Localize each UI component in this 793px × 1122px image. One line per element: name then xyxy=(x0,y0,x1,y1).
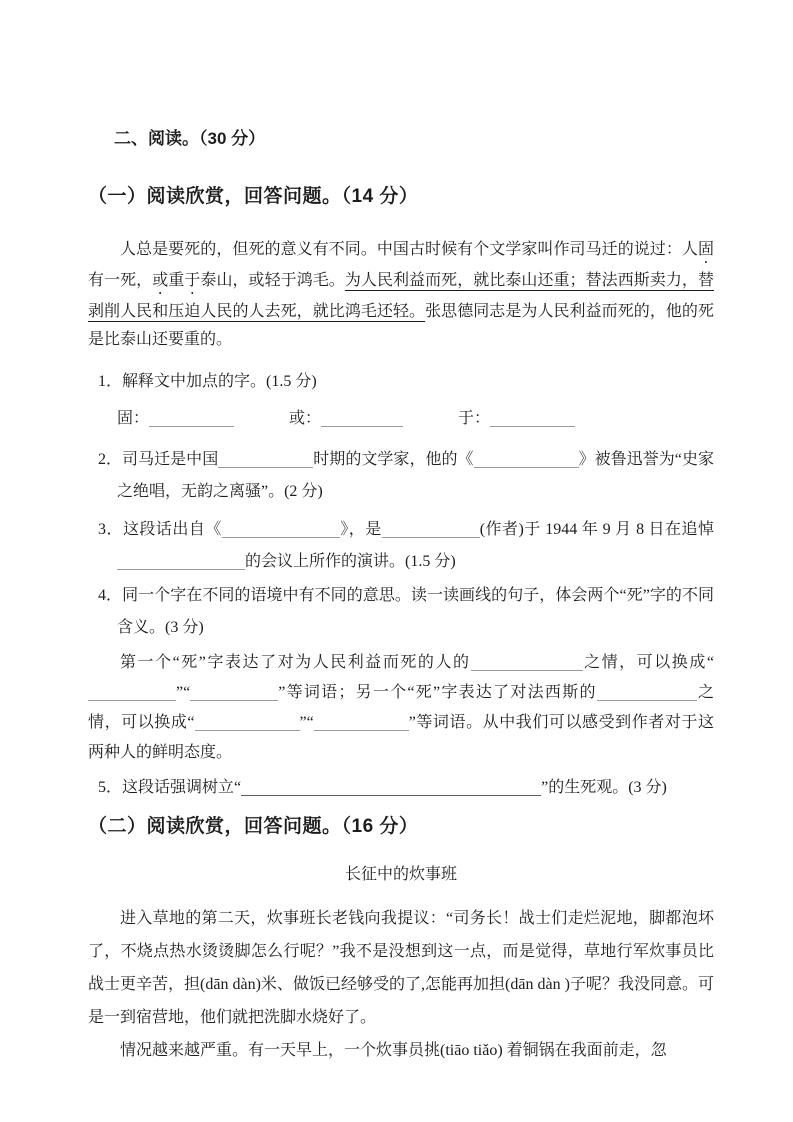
text-run: 重 xyxy=(168,272,185,289)
text-run: 泰山，或轻于鸿毛。 xyxy=(200,272,345,289)
fill-in-blank-line xyxy=(218,450,313,468)
fill-in-blank-line xyxy=(382,520,480,538)
question-3 xyxy=(88,514,714,578)
part2-heading: （二）阅读欣赏，回答问题。（16 分） xyxy=(88,816,419,837)
fill-in-blank-line xyxy=(471,653,583,671)
question-1: 1．解释文中加点的字。(1.5 分) xyxy=(98,373,317,390)
passage2-paragraph-1: 进入草地的第二天，炊事班长老钱向我提议：“司务长！战士们走烂泥地，脚都泡坏了，不烧点热水烫烫脚怎么行呢？”我不是没想到这一点，而是觉得，草地行军炊事员比战士更辛苦，担(dān dàn)米、做饭已经够受的了,怎能再加担(dān dàn )子呢？我没同意。可是一到宿营地，他们就把洗脚水烧好了。 xyxy=(88,910,714,1026)
fill-in-blank-line xyxy=(222,520,340,538)
text-run: 之情，可以换成“ xyxy=(88,684,714,731)
text-run: ”的生死观。(3 分) xyxy=(541,779,667,796)
text-run: ”“ xyxy=(299,714,314,731)
question-4-answer-area xyxy=(88,648,714,768)
text-run: 》被鲁迅誉为“史家之绝唱，无韵之离骚”。(2 分) xyxy=(117,451,714,500)
text-run: 有一死， xyxy=(88,272,153,289)
text-run: 5．这段话强调树立“ xyxy=(98,779,242,796)
fill-in-blank-line xyxy=(88,683,176,701)
fill-in-blank-line xyxy=(195,713,300,731)
fill-in-blank-line xyxy=(314,713,409,731)
text-run: 第一个“死”字表达了对为人民利益而死的人的 xyxy=(120,654,471,671)
underlined-sentence: 为人民利益而死，就比泰山还重；替法西斯卖力，替剥削人民和压迫人民的人去死，就比鸿毛还轻。 xyxy=(88,272,714,320)
question-4: 4．同一个字在不同的语境中有不同的意思。读一读画线的句子，体会两个“死”字的不同含义。(3 分) xyxy=(98,587,714,636)
text-run: 时期的文学家，他的《 xyxy=(313,451,474,468)
fill-in-blank-line xyxy=(117,552,245,570)
text-run: 人总是要死的，但死的意义有不同。中国古时候有个文学家叫作司马迁的说过：人 xyxy=(120,241,698,258)
text-run: 张思德同志是为人民利益而死的，他的死是比泰山还要重的。 xyxy=(88,303,714,348)
text-run: 固： xyxy=(117,410,150,427)
spacer xyxy=(403,422,458,423)
text-run: ”等词语；另一个“死”字表达了对法西斯的 xyxy=(278,684,597,701)
fill-in-blank-line xyxy=(149,409,234,427)
question-1-answer-blanks xyxy=(88,406,714,432)
fill-in-blank-line xyxy=(474,450,579,468)
question-2 xyxy=(88,444,714,508)
dotted-emphasis-char: 于 xyxy=(184,272,201,289)
fill-in-blank-line xyxy=(321,409,403,427)
text-run: 或： xyxy=(289,410,322,427)
fill-in-blank-line xyxy=(597,683,697,701)
section-title: 二、阅读。（30 分） xyxy=(114,129,266,148)
text-run: 2．司马迁是中国 xyxy=(98,451,219,468)
text-run: 于： xyxy=(458,410,491,427)
text-run: ”等词语。从中我们可以感受到作者对于这两种人的鲜明态度。 xyxy=(88,714,714,761)
passage2-title: 长征中的炊事班 xyxy=(344,866,457,883)
text-run: 之情，可以换成“ xyxy=(582,654,714,671)
dotted-emphasis-char: 或 xyxy=(152,272,169,289)
fill-in-blank-line xyxy=(241,778,541,796)
passage2-paragraph-2: 情况越来越严重。有一天早上，一个炊事员挑(tiāo tiǎo) 着铜锅在我面前走，忽 xyxy=(120,1042,667,1059)
fill-in-blank-line xyxy=(490,409,575,427)
text-run: 的会议上所作的演讲。(1.5 分) xyxy=(245,553,456,570)
text-run: ”“ xyxy=(176,684,191,701)
spacer xyxy=(234,422,289,423)
text-run: 3．这段话出自《 xyxy=(98,521,222,538)
fill-in-blank-line xyxy=(190,683,278,701)
question-5 xyxy=(88,772,714,804)
dotted-emphasis-char: 固 xyxy=(697,241,714,258)
text-run: (作者)于 1944 年 9 月 8 日在追悼 xyxy=(479,521,714,538)
text-run: 》，是 xyxy=(339,521,382,538)
part1-heading: （一）阅读欣赏，回答问题。（14 分） xyxy=(88,186,419,207)
part1-passage xyxy=(88,236,714,354)
